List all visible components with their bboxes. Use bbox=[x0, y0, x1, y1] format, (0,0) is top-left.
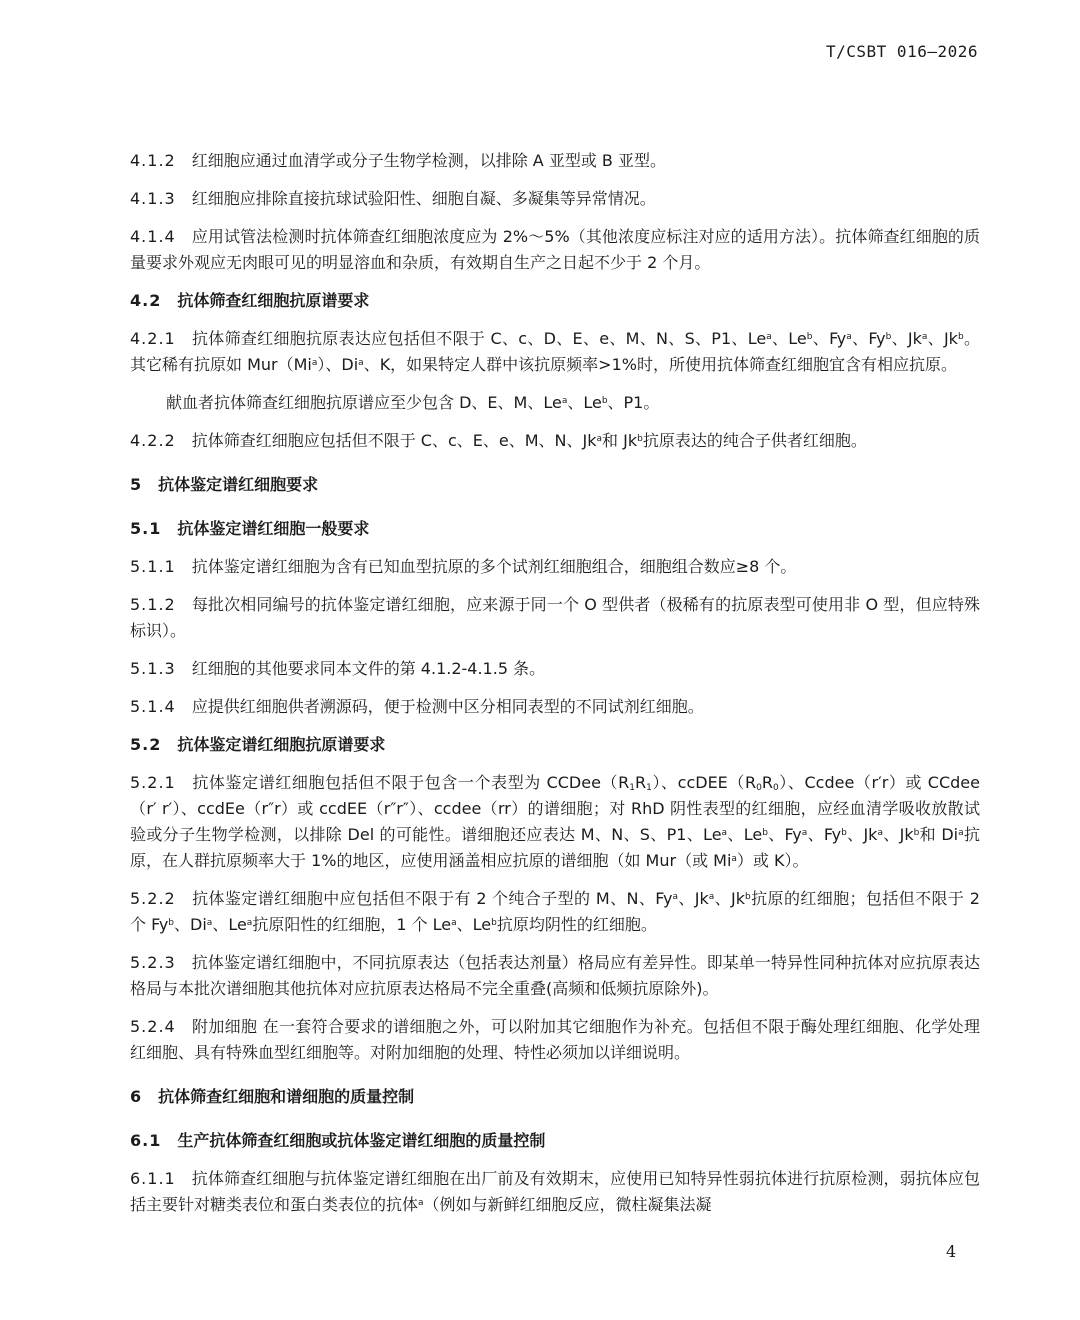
clause-text: 抗体筛查红细胞应包括但不限于 C、c、E、e、M、N、Jk bbox=[191, 431, 597, 450]
clause-text: 。其它稀有抗原如 Mur（Mi bbox=[130, 329, 980, 374]
superscript: a bbox=[801, 828, 808, 838]
clause-number: 6.1.1 bbox=[130, 1169, 176, 1188]
heading-5 bbox=[130, 472, 980, 498]
clause-number: 5.2.1 bbox=[130, 773, 176, 792]
clause-number: 4.1.3 bbox=[130, 189, 176, 208]
superscript: b bbox=[745, 892, 751, 902]
clause-text: 、Jk bbox=[846, 825, 878, 844]
clause-text: 红细胞应排除直接抗球试验阳性、细胞自凝、多凝集等异常情况。 bbox=[191, 189, 656, 208]
clause-5-1-2 bbox=[130, 592, 980, 644]
clause-text: 、Fy bbox=[812, 329, 847, 348]
clause-text: 抗原的红细胞；包括但不限于 2 个 Fy bbox=[130, 889, 980, 934]
document-id: T/CSBT 016—2026 bbox=[826, 42, 978, 61]
superscript: b bbox=[913, 828, 920, 838]
clause-5-1-1 bbox=[130, 554, 980, 580]
subscript: 0 bbox=[772, 783, 779, 793]
heading-6-1 bbox=[130, 1128, 980, 1154]
clause-text: 、Fy bbox=[807, 825, 842, 844]
clause-text: 、K，如果特定人群中该抗原频率>1%时，所使用抗体筛查红细胞宜含有相应抗原。 bbox=[363, 355, 957, 374]
clause-text: R bbox=[635, 773, 647, 792]
clause-4-1-3 bbox=[130, 186, 980, 212]
clause-text: 抗原，在人群抗原频率大于 1%的地区，应使用涵盖相应抗原的谱细胞（如 Mur（或 Mi bbox=[130, 825, 980, 870]
heading-number: 6.1 bbox=[130, 1131, 162, 1150]
clause-number: 5.1.2 bbox=[130, 595, 176, 614]
clause-text: 、Le bbox=[212, 915, 247, 934]
clause-text: 、Jk bbox=[927, 329, 958, 348]
clause-text: 和 Di bbox=[919, 825, 959, 844]
subscript: 1 bbox=[646, 783, 652, 793]
heading-6 bbox=[130, 1084, 980, 1110]
clause-text: 红细胞的其他要求同本文件的第 4.1.2-4.1.5 条。 bbox=[191, 659, 546, 678]
clause-text: 抗体鉴定谱红细胞包括但不限于包含一个表型为 CCDee（R bbox=[191, 773, 630, 792]
heading-text: 抗体筛查红细胞抗原谱要求 bbox=[177, 291, 370, 310]
superscript: a bbox=[206, 918, 213, 928]
clause-text: 抗体鉴定谱红细胞中应包括但不限于有 2 个纯合子型的 M、N、Fy bbox=[191, 889, 673, 908]
clause-text: 、P1。 bbox=[607, 393, 660, 412]
clause-number: 5.1.3 bbox=[130, 659, 176, 678]
heading-text: 生产抗体筛查红细胞或抗体鉴定谱红细胞的质量控制 bbox=[177, 1131, 546, 1150]
clause-text: 附加细胞 在一套符合要求的谱细胞之外，可以附加其它细胞作为补充。包括但不限于酶处理红细胞、化学处理红细胞、具有特殊血型红细胞等。对附加细胞的处理、特性必须加以详细说明。 bbox=[130, 1017, 980, 1062]
superscript: a bbox=[596, 434, 603, 444]
heading-5-1 bbox=[130, 516, 980, 542]
clause-6-1-1 bbox=[130, 1166, 980, 1218]
superscript: a bbox=[721, 828, 728, 838]
page-number: 4 bbox=[946, 1242, 957, 1261]
clause-number: 4.1.4 bbox=[130, 227, 176, 246]
clause-number: 4.2.2 bbox=[130, 431, 176, 450]
clause-text: ）或 K）。 bbox=[736, 851, 809, 870]
heading-number: 5.2 bbox=[130, 735, 162, 754]
superscript: b bbox=[957, 332, 964, 342]
clause-5-1-4 bbox=[130, 694, 980, 720]
superscript: a bbox=[877, 828, 883, 838]
clause-4-2-1 bbox=[130, 326, 980, 378]
superscript: b bbox=[637, 434, 643, 444]
superscript: a bbox=[246, 918, 253, 928]
clause-number: 5.1.1 bbox=[130, 557, 176, 576]
superscript: a bbox=[418, 1198, 424, 1208]
clause-5-2-2 bbox=[130, 886, 980, 938]
heading-text: 抗体鉴定谱红细胞一般要求 bbox=[177, 519, 370, 538]
clause-text: 、Jk bbox=[882, 825, 914, 844]
clause-text: 、Le bbox=[771, 329, 807, 348]
clause-text: 、Jk bbox=[891, 329, 922, 348]
heading-number: 5 bbox=[130, 475, 143, 494]
heading-number: 6 bbox=[130, 1087, 143, 1106]
clause-4-2-1-donor bbox=[130, 390, 980, 416]
superscript: b bbox=[885, 332, 892, 342]
superscript: a bbox=[958, 828, 964, 838]
clause-number: 5.1.4 bbox=[130, 697, 176, 716]
clause-number: 4.2.1 bbox=[130, 329, 176, 348]
clause-text: 、Fy bbox=[767, 825, 802, 844]
clause-text: 、Fy bbox=[851, 329, 886, 348]
clause-text: R bbox=[761, 773, 773, 792]
heading-number: 5.1 bbox=[130, 519, 162, 538]
clause-text: 、Jk bbox=[714, 889, 746, 908]
clause-4-1-2 bbox=[130, 148, 980, 174]
clause-text: 、Di bbox=[174, 915, 207, 934]
clause-text: 、Jk bbox=[677, 889, 709, 908]
clause-text: 抗体筛查红细胞与抗体鉴定谱红细胞在出厂前及有效期末，应使用已知特异性弱抗体进行抗原检测，弱抗体应包括主要针对糖类表位和蛋白类表位的抗体 bbox=[130, 1169, 980, 1214]
clause-text: 抗原阳性的红细胞，1 个 Le bbox=[252, 915, 452, 934]
clause-text: 每批次相同编号的抗体鉴定谱红细胞，应来源于同一个 O 型供者（极稀有的抗原表型可使用非 O 型，但应特殊标识）。 bbox=[130, 595, 980, 640]
superscript: a bbox=[766, 332, 772, 342]
heading-number: 4.2 bbox=[130, 291, 162, 310]
clause-text: 抗体鉴定谱红细胞为含有已知血型抗原的多个试剂红细胞组合，细胞组合数应≥8 个。 bbox=[191, 557, 797, 576]
superscript: a bbox=[846, 332, 852, 342]
clause-text: 和 Jk bbox=[602, 431, 638, 450]
superscript: b bbox=[601, 396, 608, 406]
clause-text: ）、Di bbox=[317, 355, 359, 374]
heading-text: 抗体鉴定谱红细胞抗原谱要求 bbox=[177, 735, 386, 754]
superscript: a bbox=[358, 358, 364, 368]
superscript: b bbox=[841, 828, 847, 838]
superscript: a bbox=[708, 892, 715, 902]
heading-5-2 bbox=[130, 732, 980, 758]
clause-text: ）、ccDEE（R bbox=[651, 773, 757, 792]
clause-5-2-1 bbox=[130, 770, 980, 874]
superscript: a bbox=[451, 918, 457, 928]
clause-text: 应提供红细胞供者溯源码，便于检测中区分相同表型的不同试剂红细胞。 bbox=[191, 697, 704, 716]
clause-5-1-3 bbox=[130, 656, 980, 682]
clause-text: 献血者抗体筛查红细胞抗原谱应至少包含 D、E、M、Le bbox=[166, 393, 562, 412]
heading-text: 抗体鉴定谱红细胞要求 bbox=[158, 475, 319, 494]
clause-number: 5.2.4 bbox=[130, 1017, 176, 1036]
clause-text: 抗原表达的纯合子供者红细胞。 bbox=[642, 431, 867, 450]
superscript: b bbox=[762, 828, 768, 838]
clause-text: 、Le bbox=[567, 393, 602, 412]
clause-text: 、Le bbox=[456, 915, 492, 934]
superscript: a bbox=[561, 396, 568, 406]
superscript: b bbox=[168, 918, 175, 928]
clause-text: 红细胞应通过血清学或分子生物学检测，以排除 A 亚型或 B 亚型。 bbox=[191, 151, 666, 170]
superscript: a bbox=[311, 358, 318, 368]
clause-text: 抗体筛查红细胞抗原表达应包括但不限于 C、c、D、E、e、M、N、S、P1、Le bbox=[191, 329, 767, 348]
superscript: a bbox=[731, 854, 737, 864]
subscript: 1 bbox=[629, 783, 635, 793]
heading-4-2 bbox=[130, 288, 980, 314]
clause-5-2-3 bbox=[130, 950, 980, 1002]
heading-text: 抗体筛查红细胞和谱细胞的质量控制 bbox=[158, 1087, 415, 1106]
clause-5-2-4 bbox=[130, 1014, 980, 1066]
clause-text: （例如与新鲜红细胞反应，微柱凝集法凝 bbox=[423, 1195, 712, 1214]
clause-number: 4.1.2 bbox=[130, 151, 176, 170]
document-body bbox=[130, 148, 980, 1218]
superscript: a bbox=[921, 332, 928, 342]
superscript: b bbox=[491, 918, 497, 928]
superscript: a bbox=[672, 892, 678, 902]
clause-text: 抗体鉴定谱红细胞中，不同抗原表达（包括表达剂量）格局应有差异性。即某单一特异性同种抗体对应抗原表达格局与本批次谱细胞其他抗体对应抗原表达格局不完全重叠(高频和低频抗原除外)。 bbox=[130, 953, 980, 998]
superscript: b bbox=[806, 332, 813, 342]
clause-4-1-4 bbox=[130, 224, 980, 276]
subscript: 0 bbox=[756, 783, 762, 793]
clause-4-2-2 bbox=[130, 428, 980, 454]
clause-text: ）、Ccdee（r′r）或 CCdee（r′ r′）、ccdEe（r″r）或 ccdEE（r″r″）、ccdee（rr）的谱细胞；对 RhD 阴性表型的红细胞，应经血清学吸收放散试验或分子生物学检测，以排除 Del 的可能性。谱细胞还应表达 M、N、S、P1、Le bbox=[130, 773, 980, 844]
clause-text: 、Le bbox=[727, 825, 763, 844]
clause-number: 5.2.2 bbox=[130, 889, 176, 908]
clause-text: 抗原均阴性的红细胞。 bbox=[496, 915, 657, 934]
clause-text: 应用试管法检测时抗体筛查红细胞浓度应为 2%～5%（其他浓度应标注对应的适用方法）。抗体筛查红细胞的质量要求外观应无肉眼可见的明显溶血和杂质，有效期自生产之日起不少于 2 个月。 bbox=[130, 227, 980, 272]
clause-number: 5.2.3 bbox=[130, 953, 176, 972]
